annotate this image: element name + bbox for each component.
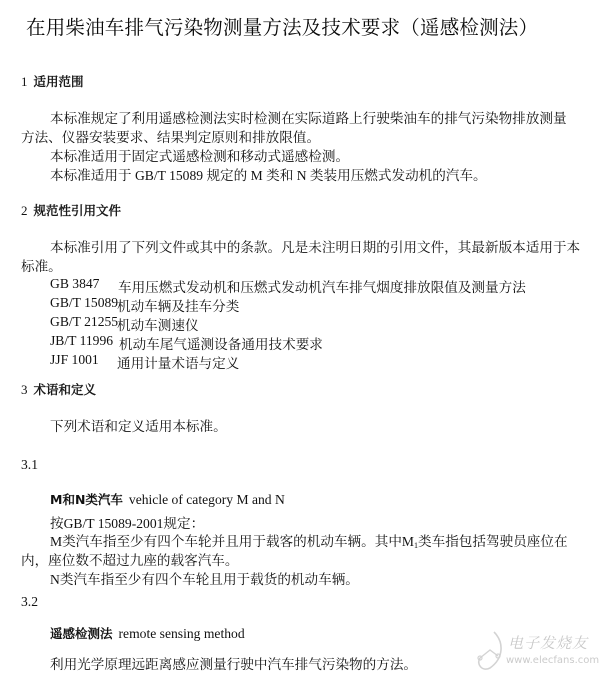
reference-code: JJF 1001	[50, 352, 99, 367]
section-number: 2	[21, 203, 28, 218]
paragraph: 内，座位数不超过九座的载客汽车。	[21, 553, 239, 568]
reference-title: 车用压燃式发动机和压燃式发动机汽车排气烟度排放限值及测量方法	[118, 280, 526, 295]
section-2-heading	[21, 201, 121, 219]
text-run: 类车指包括驾驶员座位在	[418, 534, 568, 549]
watermark-name: 电子发烧友	[508, 634, 589, 652]
paragraph: 按GB/T 15089-2001规定：	[50, 516, 205, 531]
section-number: 1	[21, 74, 28, 89]
watermark	[474, 628, 608, 678]
reference-title: 机动车尾气遥测设备通用技术要求	[119, 337, 323, 352]
section-1-heading	[21, 72, 84, 90]
reference-code: GB/T 21255	[50, 314, 119, 329]
term-heading	[50, 625, 245, 643]
reference-code: JB/T 11996	[50, 333, 114, 348]
paragraph: 下列术语和定义适用本标准。	[50, 419, 227, 434]
reference-title: 通用计量术语与定义	[117, 356, 240, 371]
reference-title: 机动车测速仪	[117, 318, 199, 333]
paragraph: 本标准引用了下列文件或其中的条款。凡是未注明日期的引用文件，其最新版本适用于本	[50, 240, 581, 255]
term-heading	[50, 491, 285, 509]
term-chinese: M和N类汽车	[50, 492, 123, 507]
document-title: 在用柴油车排气污染物测量方法及技术要求（遥感检测法）	[26, 16, 539, 39]
term-chinese: 遥感检测法	[50, 626, 113, 641]
term-english: vehicle of category M and N	[128, 492, 285, 507]
reference-title: 机动车辆及挂车分类	[117, 299, 240, 314]
reference-code: GB/T 15089	[50, 295, 119, 310]
section-3-heading	[21, 380, 96, 398]
paragraph: 本标准适用于固定式遥感检测和移动式遥感检测。	[50, 149, 350, 164]
section-title: 适用范围	[33, 74, 84, 89]
subscript: 1	[414, 541, 419, 550]
elecfans-logo-icon	[474, 628, 508, 674]
section-number: 3	[21, 382, 28, 397]
paragraph: 标准。	[21, 259, 62, 274]
paragraph: 本标准适用于 GB/T 15089 规定的 M 类和 N 类装用压燃式发动机的汽车。	[50, 168, 487, 183]
paragraph: N类汽车指至少有四个车轮且用于载货的机动车辆。	[50, 572, 359, 587]
term-english: remote sensing method	[118, 626, 245, 641]
paragraph: 利用光学原理远距离感应测量行驶中汽车排气污染物的方法。	[50, 657, 418, 672]
section-title: 规范性引用文件	[33, 203, 122, 218]
clause-number: 3.1	[21, 457, 38, 472]
paragraph: 方法、仪器安装要求、结果判定原则和排放限值。	[21, 130, 321, 145]
clause-number: 3.2	[21, 594, 38, 609]
text-run: M类汽车指至少有四个车轮并且用于载客的机动车辆。其中M	[50, 534, 415, 549]
watermark-url: www.elecfans.com	[506, 655, 600, 666]
reference-code: GB 3847	[50, 276, 100, 291]
paragraph: 本标准规定了利用遥感检测法实时检测在实际道路上行驶柴油车的排气污染物排放测量	[50, 111, 567, 126]
section-title: 术语和定义	[33, 382, 97, 397]
